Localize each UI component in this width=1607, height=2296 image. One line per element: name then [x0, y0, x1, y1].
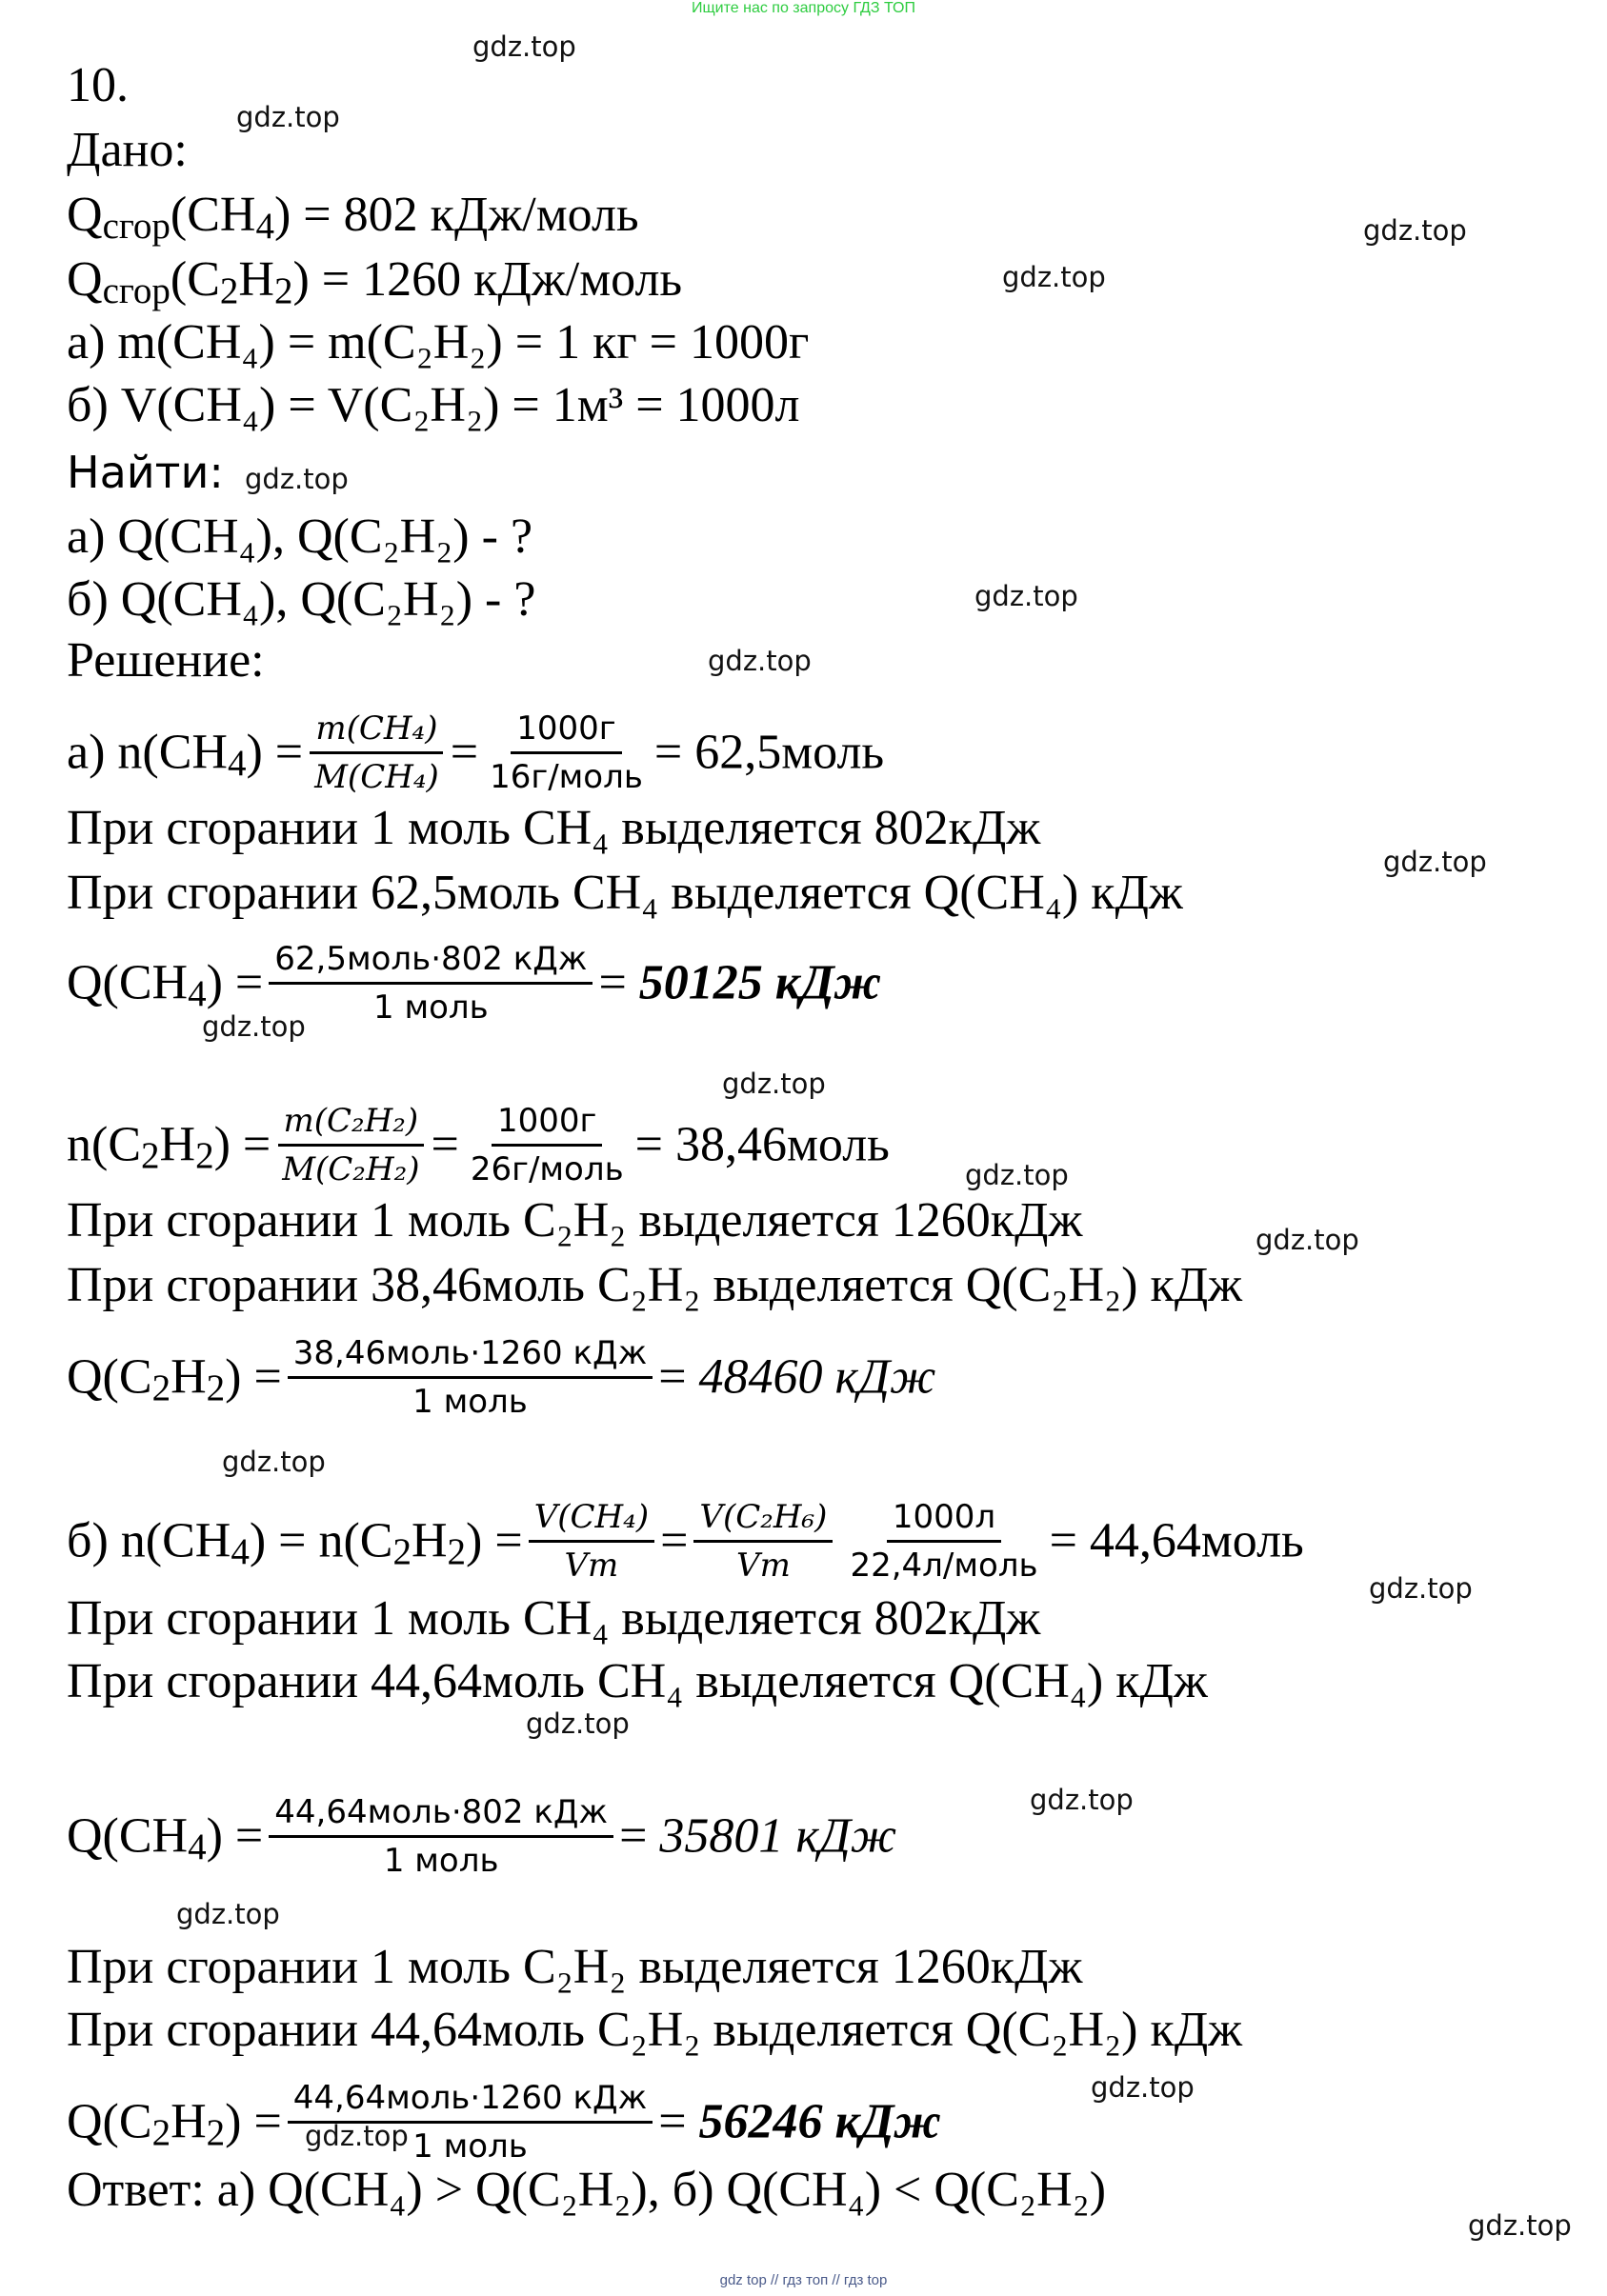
- b-q-c2h2: $Q(C_2H_2)$ = $\frac{\text{44,64моль·1260 кДж}}{\text{1 моль}}$ = 56246 кДж: [67, 2079, 941, 2166]
- watermark: gdz.top: [1363, 214, 1467, 247]
- watermark: gdz.top: [176, 1898, 280, 1930]
- b-ch4-line2: При сгорании 44,64моль CH₄ выделяется Q(CH₄) кДж: [67, 1654, 1208, 1708]
- a-n-ch4: а) $n(CH_4)$ = $\frac{\text{m(CH₄)}}{\text{M(CH₄)}}$ = $\frac{1000г}{\text{16г/моль}}$ = 62,5моль: [67, 709, 885, 796]
- watermark: gdz.top: [722, 1068, 826, 1100]
- watermark: gdz.top: [1002, 261, 1106, 293]
- find-b: б) Q(CH₄), Q(C₂H₂) - ?: [67, 572, 536, 627]
- watermark: gdz.top: [245, 463, 349, 495]
- a-q-c2h2: $Q(C_2H_2)$ = $\frac{\text{38,46моль·1260 кДж}}{\text{1 моль}}$ = 48460 кДж: [67, 1334, 936, 1421]
- top-banner: Ищите нас по запросу ГДЗ ТОП: [692, 0, 915, 16]
- a-ch4-line1: При сгорании 1 моль CH₄ выделяется 802кДж: [67, 801, 1041, 855]
- find-heading: Найти:: [67, 447, 224, 498]
- problem-number: 10.: [67, 58, 129, 112]
- b-q-ch4: $Q(CH_4)$ = $\frac{\text{44,64моль·802 кДж}}{\text{1 моль}}$ = 35801 кДж: [67, 1793, 897, 1880]
- a-n-c2h2: $n(C_2H_2)$ = $\frac{\text{m(C₂H₂)}}{\text{M(C₂H₂)}}$ = $\frac{1000г}{\text{26г/моль}}$ = 38,46моль: [67, 1102, 890, 1188]
- watermark: gdz.top: [1255, 1224, 1359, 1256]
- bottom-banner: gdz top // гдз топ // гдз top: [719, 2272, 888, 2288]
- watermark: gdz.top: [472, 30, 576, 63]
- given-mass: а) m(CH₄) = m(C₂H₂) = 1 кг = 1000г: [67, 315, 810, 369]
- a-q-ch4: $Q(CH_4)$ = $\frac{\text{62,5моль·802 кДж}}{\text{1 моль}}$ = 50125 кДж: [67, 940, 882, 1027]
- b-c2h2-line1: При сгорании 1 моль C₂H₂ выделяется 1260кДж: [67, 1940, 1083, 1994]
- find-a: а) Q(CH₄), Q(C₂H₂) - ?: [67, 509, 533, 564]
- b-n: б) $n(CH_4) = n(C_2H_2)$ = $\frac{\text{V(CH₄)}}{Vm}$ = $\frac{\text{V(C₂H₆)}}{Vm}$ $\frac{1000л}{\text{22,4л/моль}}$ = 44,64моль: [67, 1498, 1304, 1585]
- b-ch4-line1: При сгорании 1 моль CH₄ выделяется 802кДж: [67, 1591, 1041, 1646]
- watermark: gdz.top: [965, 1159, 1069, 1191]
- given-q-ch4: $Q_{сгор}(CH_4) = 802$ кДж/моль: [67, 188, 639, 247]
- answer: Ответ: а) Q(CH₄) > Q(C₂H₂), б) Q(CH₄) < Q(C₂H₂): [67, 2163, 1107, 2217]
- watermark: gdz.top: [1383, 846, 1487, 878]
- given-heading: Дано:: [67, 123, 188, 177]
- watermark: gdz.top: [1030, 1784, 1134, 1816]
- b-c2h2-line2: При сгорании 44,64моль C₂H₂ выделяется Q(C₂H₂) кДж: [67, 2003, 1243, 2057]
- watermark: gdz.top: [708, 645, 812, 677]
- watermark: gdz.top: [202, 1010, 306, 1043]
- a-c2h2-line2: При сгорании 38,46моль C₂H₂ выделяется Q(C₂H₂) кДж: [67, 1258, 1243, 1312]
- a-c2h2-line1: При сгорании 1 моль C₂H₂ выделяется 1260кДж: [67, 1193, 1083, 1248]
- watermark: gdz.top: [1468, 2209, 1572, 2242]
- given-q-c2h2: $Q_{сгор}(C_2H_2) = 1260$ кДж/моль: [67, 252, 683, 311]
- watermark: gdz.top: [1369, 1572, 1473, 1605]
- a-ch4-line2: При сгорании 62,5моль CH₄ выделяется Q(CH₄) кДж: [67, 866, 1183, 920]
- given-volume: б) V(CH₄) = V(C₂H₂) = 1м³ = 1000л: [67, 378, 800, 432]
- solution-heading: Решение:: [67, 633, 265, 688]
- watermark: gdz.top: [526, 1707, 630, 1740]
- watermark: gdz.top: [1091, 2071, 1195, 2104]
- watermark: gdz.top: [305, 2120, 409, 2152]
- watermark: gdz.top: [974, 580, 1078, 612]
- watermark: gdz.top: [222, 1446, 326, 1478]
- watermark: gdz.top: [236, 101, 340, 133]
